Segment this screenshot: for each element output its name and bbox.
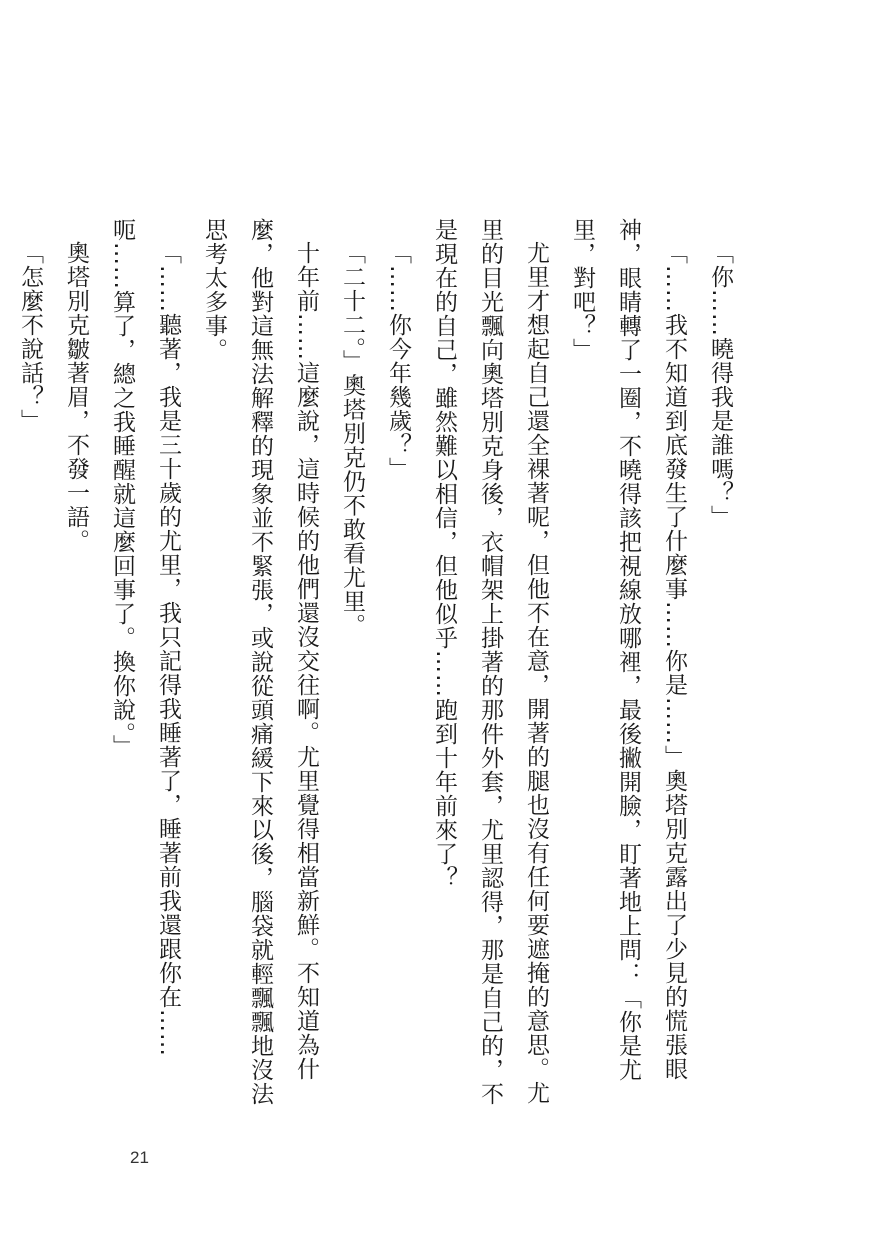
paragraph-narration-1: 尤里才想起自己還全裸著呢，但他不在意，開著的腿也沒有任何要遮掩的意思。尤里的目光飄向奧塔別克身後，衣帽架上掛著的那件外套，尤里認得，那是自己的，不是現在的自己，雖然難以相信，但他似乎……跑到十年前來了？ (431, 218, 549, 1106)
paragraph-dialogue-1: 「你……曉得我是誰嗎？」 (707, 241, 733, 529)
paragraph-dialogue-6: 「怎麼不說話？」 (17, 241, 43, 433)
paragraph-dialogue-3: 「……你今年幾歲？」 (385, 241, 411, 481)
paragraph-narration-3: 奧塔別克皺著眉，不發一語。 (63, 241, 89, 553)
paragraph-narration-2: 十年前……這麼說，這時候的他們還沒交往啊。尤里覺得相當新鮮。不知道為什麼，他對這無法解釋的現象並不緊張，或說從頭痛緩下來以後，腦袋就輕飄飄地沒法思考太多事。 (201, 218, 319, 1106)
vertical-text-body (7, 218, 743, 1118)
paragraph-dialogue-2: 「……我不知道到底發生了什麼事……你是……」奧塔別克露出了少見的慌張眼神，眼睛轉了一圈，不曉得該把視線放哪裡，最後撇開臉，盯著地上問：「你是尤里，對吧？」 (569, 218, 687, 1082)
paragraph-dialogue-5: 「……聽著，我是三十歲的尤里，我只記得我睡著了，睡著前我還跟你在……呃……算了，總之我睡醒就這麼回事了。換你說。」 (109, 218, 181, 1057)
page-number: 21 (130, 1148, 149, 1167)
paragraph-dialogue-4: 「二十二。」奧塔別克仍不敢看尤里。 (339, 241, 365, 638)
